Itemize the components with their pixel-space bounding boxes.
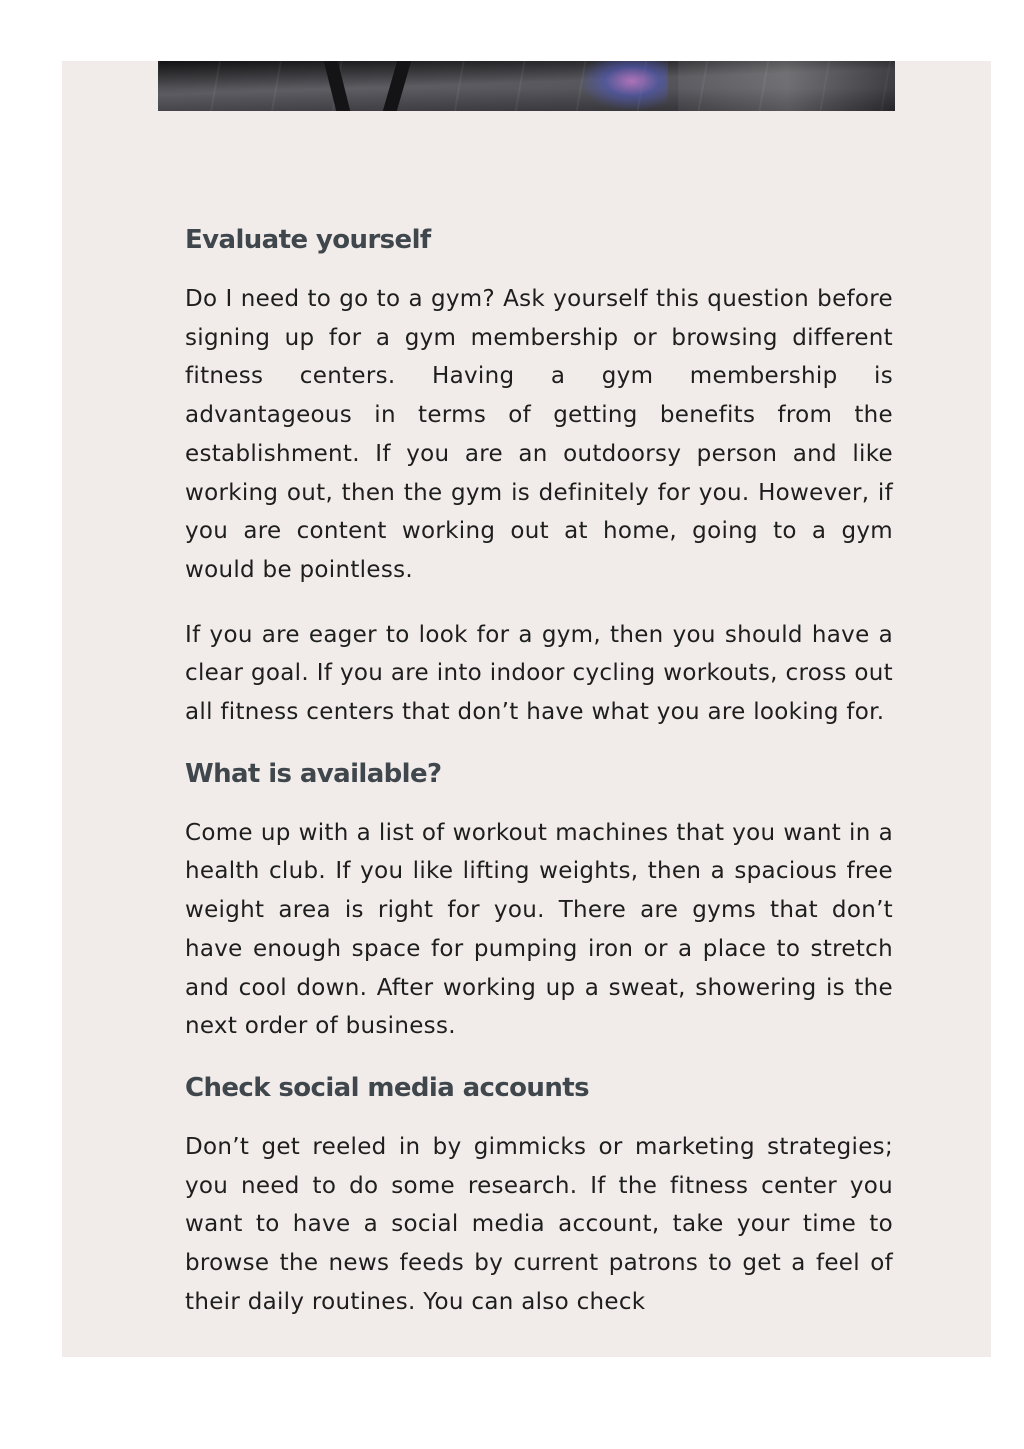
section-heading: Evaluate yourself [185, 225, 431, 255]
photo-light-reflection [578, 61, 668, 111]
paragraph: Do I need to go to a gym? Ask yourself this question before signing up for a gym membership or browsing different fitness centers. Having a gym membership is advantageous in terms of getting benefits from the establishment. If you are an outdoorsy person and like working out, then the gym is definitely for you. However, if you are content working out at home, going to a gym would be pointless. [185, 286, 893, 583]
section-heading: Check social media accounts [185, 1072, 589, 1103]
article-body [185, 222, 893, 1347]
paragraph: Don’t get reeled in by gimmicks or marketing strategies; you need to do some research. If the fitness center you want to have a social media account, take your time to browse the news feeds by current patrons to get a feel of their daily routines. You can also check [185, 1133, 893, 1315]
photo-floor-shine [678, 61, 895, 111]
paragraph: Come up with a list of workout machines that you want in a health club. If you like lifting weights, then a spacious free weight area is right for you. There are gyms that don’t have enough space for pumping iron or a place to stretch and cool down. After working up a sweat, showering is the next order of business. [185, 819, 893, 1040]
paragraph: If you are eager to look for a gym, then you should have a clear goal. If you are into indoor cycling workouts, cross out all fitness centers that don’t have what you are looking for. [185, 621, 893, 726]
document-page [62, 61, 991, 1357]
section-heading: What is available? [185, 758, 442, 789]
gym-floor-photo [158, 61, 895, 111]
